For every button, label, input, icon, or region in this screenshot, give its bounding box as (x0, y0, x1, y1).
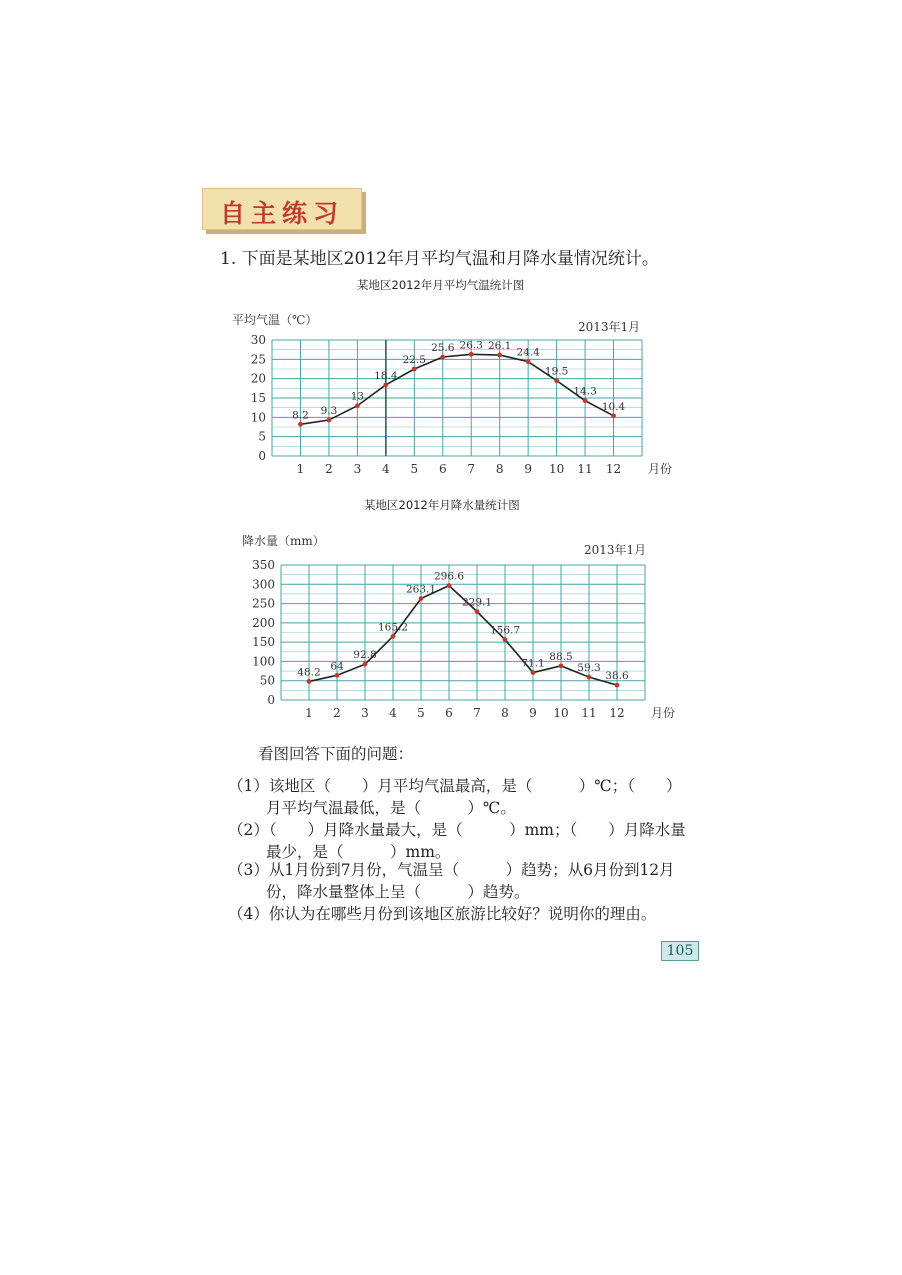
x-axis-label: 月份 (651, 706, 676, 720)
data-label: 25.6 (431, 342, 455, 355)
x-tick-label: 7 (467, 462, 476, 476)
y-axis-label: 平均气温（℃） (232, 313, 318, 327)
x-tick-label: 11 (577, 462, 593, 476)
data-point (391, 634, 396, 639)
data-label: 19.5 (544, 365, 569, 378)
question-intro: 1. 下面是某地区2012年月平均气温和月降水量情况统计。 (220, 249, 659, 269)
data-point (475, 609, 480, 614)
data-point (503, 637, 508, 642)
data-point (335, 673, 340, 678)
x-tick-label: 8 (495, 462, 504, 476)
x-tick-label: 9 (524, 462, 532, 476)
data-label: 296.6 (433, 570, 465, 583)
question-3-line-1: （3）从1月份到7月份，气温呈（ ）趋势；从6月份到12月 (228, 861, 675, 879)
data-point (531, 670, 536, 675)
data-point (615, 683, 620, 688)
data-point (363, 662, 368, 667)
question-1-line-2: 月平均气温最低，是（ ）℃。 (266, 799, 516, 817)
data-point (307, 679, 312, 684)
chart-date-note: 2013年1月 (578, 320, 641, 334)
data-label: 14.3 (573, 385, 597, 398)
x-tick-label: 2 (333, 706, 341, 720)
data-label: 18.4 (374, 369, 398, 382)
y-tick-label: 300 (252, 577, 275, 592)
x-tick-label: 4 (389, 706, 397, 720)
data-label: 9.3 (320, 405, 338, 418)
x-tick-label: 10 (553, 706, 569, 720)
x-tick-label: 11 (581, 706, 597, 720)
data-label: 88.5 (549, 650, 573, 663)
data-label: 64 (330, 660, 344, 673)
data-point (559, 663, 564, 668)
precipitation-chart-title: 某地区2012年月降水量统计图 (364, 498, 520, 512)
x-tick-label: 9 (529, 706, 537, 720)
data-label: 26.3 (459, 339, 483, 352)
y-axis-label: 降水量（mm） (242, 534, 325, 548)
x-tick-label: 6 (445, 706, 453, 720)
x-tick-label: 12 (609, 706, 625, 720)
data-label: 156.7 (489, 624, 521, 637)
chart-date-note: 2013年1月 (584, 543, 647, 557)
page-number: 105 (661, 941, 699, 961)
question-2-line-1: （2）（ ）月降水量最大，是（ ）mm；（ ）月降水量 (228, 821, 686, 839)
y-tick-label: 30 (250, 333, 266, 347)
question-2-line-2: 最少，是（ ）mm。 (266, 843, 451, 861)
data-label: 229.1 (461, 596, 493, 609)
temperature-chart-title: 某地区2012年月平均气温统计图 (357, 278, 525, 292)
data-label: 13 (350, 390, 365, 403)
x-tick-label: 12 (605, 462, 622, 476)
y-tick-label: 15 (250, 391, 266, 405)
x-tick-label: 4 (382, 462, 390, 476)
y-tick-label: 100 (252, 654, 275, 669)
y-tick-label: 250 (252, 596, 275, 611)
data-point (419, 596, 424, 601)
data-point (587, 675, 592, 680)
data-label: 92.8 (353, 649, 377, 662)
y-tick-label: 0 (258, 449, 266, 463)
data-label: 263.1 (405, 583, 437, 596)
x-tick-label: 1 (305, 706, 313, 720)
x-tick-label: 8 (501, 706, 509, 720)
question-3-line-2: 份，降水量整体上呈（ ）趋势。 (266, 883, 530, 901)
y-tick-label: 20 (250, 371, 266, 386)
y-tick-label: 150 (252, 635, 275, 650)
y-tick-label: 50 (259, 673, 275, 688)
data-label: 22.5 (402, 354, 427, 366)
data-label: 59.3 (577, 662, 601, 675)
x-tick-label: 3 (361, 706, 369, 720)
y-tick-label: 350 (252, 558, 275, 572)
question-4-line-1: （4）你认为在哪些月份到该地区旅游比较好？说明你的理由。 (228, 905, 657, 923)
data-label: 71.1 (521, 657, 545, 670)
questions-prompt: 看图回答下面的问题： (258, 745, 414, 763)
x-tick-label: 7 (473, 706, 481, 720)
question-1-line-1: （1）该地区（ ）月平均气温最高，是（ ）℃；（ ） (228, 777, 682, 795)
data-label: 38.6 (605, 670, 629, 683)
data-label: 10.4 (601, 400, 626, 413)
x-tick-label: 2 (325, 462, 333, 476)
x-tick-label: 10 (548, 462, 565, 476)
data-label: 24.4 (516, 346, 540, 359)
y-tick-label: 200 (252, 615, 275, 630)
x-tick-label: 5 (417, 706, 425, 720)
data-point (447, 583, 452, 588)
data-label: 48.2 (297, 666, 321, 679)
y-tick-label: 0 (267, 693, 275, 707)
y-tick-label: 5 (258, 429, 266, 444)
y-tick-label: 25 (250, 352, 266, 367)
x-axis-label: 月份 (648, 462, 673, 476)
x-tick-label: 5 (410, 462, 419, 476)
data-label: 8.2 (292, 409, 309, 422)
data-label: 26.1 (487, 340, 512, 353)
x-tick-label: 6 (438, 462, 447, 476)
data-label: 165.2 (377, 621, 409, 634)
section-title: 自主练习 (219, 199, 344, 228)
x-tick-label: 3 (353, 462, 362, 476)
y-tick-label: 10 (250, 410, 266, 425)
x-tick-label: 1 (296, 462, 305, 476)
